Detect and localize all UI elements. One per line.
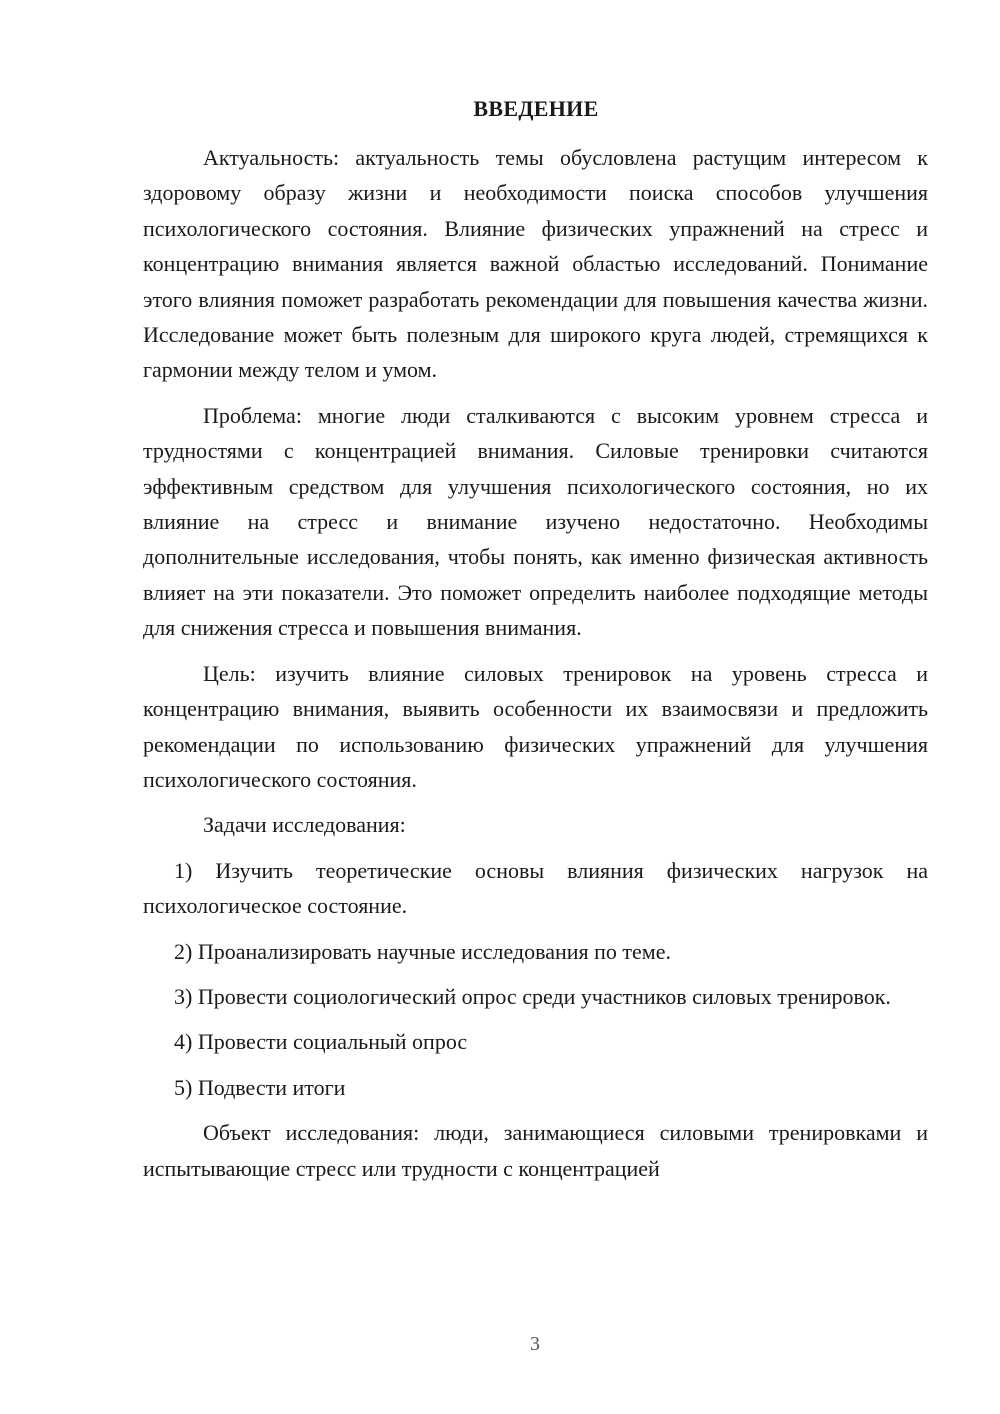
paragraph-relevance: Актуальность: актуальность темы обусловлена растущим интересом к здоровому образу жизни и необходимости поиска способов улучшения психологического состояния. Влияние физических упражнений на стресс и концентрацию внимания является важной областью исследований. Понимание этого влияния поможет разработать рекомендации для повышения качества жизни. Исследование может быть полезным для широкого круга людей, стремящихся к гармонии между телом и умом. — [143, 145, 928, 383]
task-item-1: 1) Изучить теоретические основы влияния физических нагрузок на психологическое состояние. — [143, 857, 928, 919]
paragraph-object: Объект исследования: люди, занимающиеся силовыми тренировками и испытывающие стресс или трудности с концентрацией — [143, 1120, 928, 1181]
task-item-3: 3) Провести социологический опрос среди участников силовых тренировок. — [174, 983, 891, 1009]
task-item-4: 4) Провести социальный опрос — [174, 1029, 468, 1055]
task-item-2: 2) Проанализировать научные исследования по теме. — [174, 938, 671, 964]
paragraph-goal: Цель: изучить влияние силовых тренировок на уровень стресса и концентрацию внимания, выявить особенности их взаимосвязи и предложить рекомендации по использованию физических упражнений для улучшения психологического состояния. — [143, 660, 928, 792]
document-body — [143, 140, 928, 1196]
paragraph-tasks-heading: Задачи исследования: — [203, 812, 406, 838]
task-item-5: 5) Подвести итоги — [174, 1074, 346, 1100]
page-number: 3 — [530, 1333, 540, 1355]
paragraph-problem: Проблема: многие люди сталкиваются с высоким уровнем стресса и трудностями с концентрацией внимания. Силовые тренировки считаются эффективным средством для улучшения психологического состояния, но их влияние на стресс и внимание изучено недостаточно. Необходимы дополнительные исследования, чтобы понять, как именно физическая активность влияет на эти показатели. Это поможет определить наиболее подходящие методы для снижения стресса и повышения внимания. — [143, 402, 928, 641]
page-title: ВВЕДЕНИЕ — [473, 96, 599, 121]
